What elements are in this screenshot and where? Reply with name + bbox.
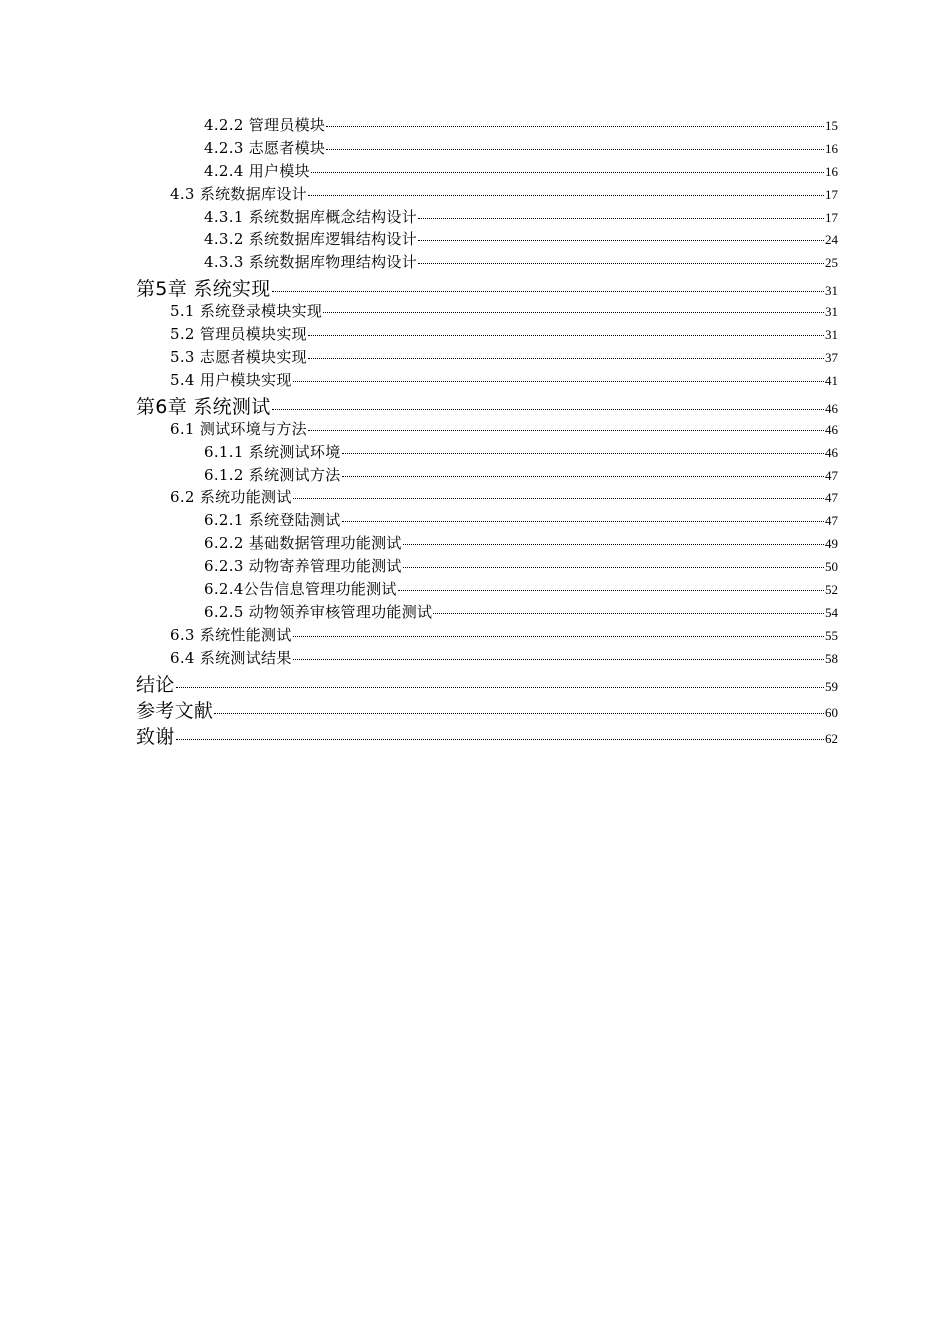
- toc-dot-leader: [176, 687, 824, 688]
- toc-page-number: 54: [825, 604, 838, 620]
- toc-page-number: 41: [825, 372, 838, 388]
- toc-page-number: 49: [825, 536, 838, 552]
- toc-entry[interactable]: [136, 323, 838, 346]
- toc-dot-leader: [308, 430, 824, 431]
- toc-page-number: 50: [825, 559, 838, 575]
- toc-entry-title: 4.2.4 用户模块: [204, 161, 310, 180]
- toc-entry-title: 5.2 管理员模块实现: [170, 325, 307, 344]
- toc-entry-title: 4.3.3 系统数据库物理结构设计: [204, 253, 418, 272]
- toc-entry[interactable]: [136, 137, 838, 160]
- toc-entry-title: 4.3.2 系统数据库逻辑结构设计: [204, 230, 418, 249]
- toc-entry[interactable]: [136, 183, 838, 206]
- toc-dot-leader: [293, 636, 824, 637]
- toc-entry[interactable]: [136, 670, 838, 696]
- toc-entry-title: 6.4 系统测试结果: [170, 648, 292, 667]
- toc-entry[interactable]: [136, 228, 838, 251]
- toc-dot-leader: [308, 195, 824, 196]
- toc-dot-leader: [308, 358, 824, 359]
- toc-entry-title: 6.1 测试环境与方法: [170, 419, 307, 438]
- toc-dot-leader: [293, 498, 824, 499]
- toc-entry-title: 5.1 系统登录模块实现: [170, 302, 323, 321]
- toc-entry[interactable]: [136, 392, 838, 418]
- toc-dot-leader: [433, 613, 824, 614]
- toc-dot-leader: [403, 544, 824, 545]
- toc-dot-leader: [342, 476, 824, 477]
- toc-page-number: 62: [825, 730, 838, 746]
- toc-entry[interactable]: [136, 464, 838, 487]
- toc-page-number: 17: [825, 186, 838, 202]
- toc-dot-leader: [311, 172, 824, 173]
- toc-entry[interactable]: [136, 369, 838, 392]
- toc-entry[interactable]: [136, 160, 838, 183]
- toc-entry-title: 致谢: [136, 725, 175, 748]
- toc-entry-title: 4.3.1 系统数据库概念结构设计: [204, 207, 418, 226]
- toc-page-number: 15: [825, 118, 838, 133]
- toc-entry-title: 5.3 志愿者模块实现: [170, 348, 307, 367]
- toc-entry-title: 6.2.2 基础数据管理功能测试: [204, 534, 402, 553]
- toc-dot-leader: [308, 335, 824, 336]
- toc-entry[interactable]: [136, 555, 838, 578]
- toc-entry[interactable]: [136, 114, 838, 137]
- toc-page-number: 31: [825, 283, 838, 299]
- toc-entry-title: 6.3 系统性能测试: [170, 625, 292, 644]
- toc-entry-title: 6.2.3 动物寄养管理功能测试: [204, 557, 402, 576]
- toc-page-number: 55: [825, 627, 838, 643]
- toc-dot-leader: [398, 590, 824, 591]
- toc-entry[interactable]: [136, 274, 838, 300]
- toc-dot-leader: [323, 312, 824, 313]
- toc-entry-title: 5.4 用户模块实现: [170, 370, 292, 389]
- toc-dot-leader: [418, 218, 824, 219]
- toc-entry-title: 6.2.5 动物领养审核管理功能测试: [204, 602, 433, 621]
- toc-entry[interactable]: [136, 441, 838, 464]
- toc-entry-title: 6.2.1 系统登陆测试: [204, 511, 341, 530]
- toc-page-number: 31: [825, 304, 838, 320]
- toc-page-number: 58: [825, 650, 838, 666]
- toc-entry-title: 参考文献: [136, 699, 214, 722]
- toc-page-number: 59: [825, 678, 838, 694]
- table-of-contents: [136, 114, 838, 748]
- toc-page-number: 46: [825, 444, 838, 460]
- toc-dot-leader: [293, 659, 824, 660]
- toc-entry[interactable]: [136, 300, 838, 323]
- toc-entry-title: 4.2.2 管理员模块: [204, 116, 326, 134]
- toc-dot-leader: [342, 521, 824, 522]
- toc-entry[interactable]: [136, 251, 838, 274]
- toc-entry[interactable]: [136, 532, 838, 555]
- toc-page-number: 31: [825, 327, 838, 343]
- toc-dot-leader: [418, 263, 824, 264]
- toc-page-number: 47: [825, 467, 838, 483]
- toc-dot-leader: [418, 240, 824, 241]
- toc-page-number: 46: [825, 400, 838, 416]
- toc-page-number: 47: [825, 513, 838, 529]
- toc-page-number: 16: [825, 163, 838, 179]
- toc-entry-title: 4.2.3 志愿者模块: [204, 138, 326, 157]
- toc-entry[interactable]: [136, 418, 838, 441]
- toc-entry[interactable]: [136, 578, 838, 601]
- toc-entry-title: 第6章 系统测试: [136, 395, 271, 418]
- toc-entry[interactable]: [136, 696, 838, 722]
- toc-page-number: 16: [825, 140, 838, 156]
- toc-page-number: 25: [825, 255, 838, 271]
- toc-entry-title: 6.1.2 系统测试方法: [204, 465, 341, 484]
- toc-page-number: 46: [825, 421, 838, 437]
- toc-page-number: 37: [825, 350, 838, 366]
- toc-dot-leader: [293, 381, 824, 382]
- toc-entry[interactable]: [136, 206, 838, 229]
- toc-dot-leader: [272, 409, 824, 410]
- toc-dot-leader: [403, 567, 824, 568]
- toc-entry[interactable]: [136, 486, 838, 509]
- toc-page-number: 52: [825, 582, 838, 598]
- toc-dot-leader: [326, 126, 824, 127]
- toc-entry-title: 6.2 系统功能测试: [170, 488, 292, 507]
- toc-entry[interactable]: [136, 624, 838, 647]
- toc-entry[interactable]: [136, 346, 838, 369]
- toc-dot-leader: [214, 713, 824, 714]
- toc-page-number: 60: [825, 704, 838, 720]
- toc-entry-title: 6.1.1 系统测试环境: [204, 442, 341, 461]
- toc-page-number: 47: [825, 490, 838, 506]
- toc-page-number: 17: [825, 209, 838, 225]
- toc-entry[interactable]: [136, 722, 838, 748]
- toc-entry-title: 6.2.4公告信息管理功能测试: [204, 580, 397, 599]
- toc-dot-leader: [342, 453, 824, 454]
- toc-entry[interactable]: [136, 601, 838, 624]
- toc-dot-leader: [272, 291, 824, 292]
- toc-entry[interactable]: [136, 647, 838, 670]
- toc-page-number: 24: [825, 232, 838, 248]
- toc-dot-leader: [326, 149, 824, 150]
- toc-entry-title: 4.3 系统数据库设计: [170, 184, 307, 203]
- toc-entry[interactable]: [136, 509, 838, 532]
- toc-entry-title: 第5章 系统实现: [136, 278, 271, 301]
- toc-entry-title: 结论: [136, 673, 175, 696]
- toc-dot-leader: [176, 739, 824, 740]
